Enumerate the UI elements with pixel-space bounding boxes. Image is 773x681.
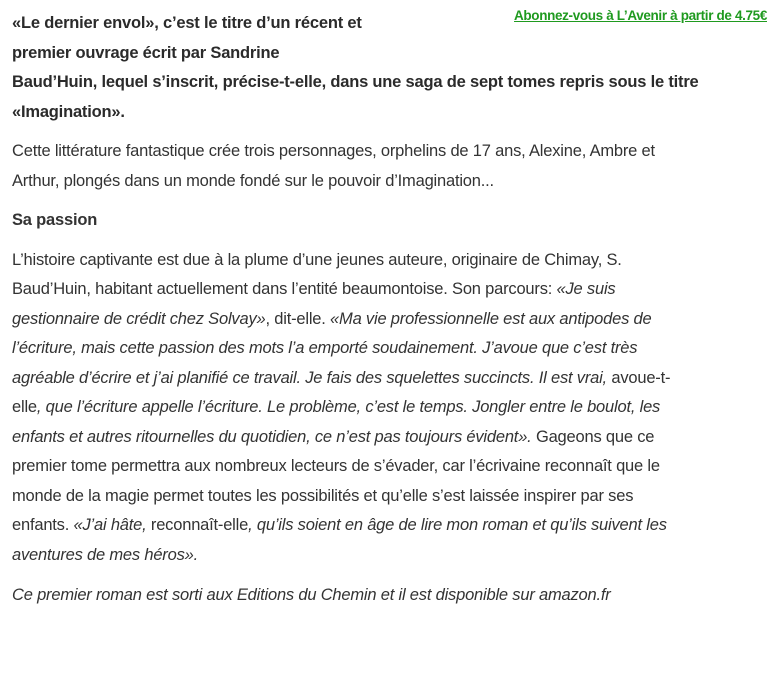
quote-run: , que l’écriture appelle l’écriture. Le problème, c’est le temps. Jongler entre le boulot, les: [36, 398, 661, 416]
section-subheading: Sa passion: [12, 211, 98, 229]
lead-line: «Le dernier envol», c’est le titre d’un récent et: [12, 14, 362, 32]
paragraph-line: Ce premier roman est sorti aux Editions du Chemin et il est disponible sur amazon.fr: [12, 586, 611, 604]
quote-run: «J’ai hâte,: [73, 516, 147, 534]
paragraph-line: [12, 364, 766, 394]
article-lead: [12, 9, 766, 127]
paragraph-passion: [12, 246, 766, 571]
paragraph-line: [12, 334, 766, 364]
text-run: reconnaît-elle: [146, 516, 249, 534]
paragraph-line: monde de la magie permet toutes les possibilités et qu’elle s’est laissée inspirer par ses: [12, 486, 634, 505]
quote-run: agréable d’écrire et j’ai planifié ce travail. Je fais des squelettes succincts. Il est vrai,: [12, 368, 607, 387]
text-run: elle: [12, 398, 37, 416]
paragraph-line: [12, 541, 766, 571]
lead-line: Baud’Huin, lequel s’inscrit, précise-t-elle, dans une saga de sept tomes repris sous le titre: [12, 73, 699, 91]
paragraph-line: [12, 423, 766, 453]
text-run: , dit-elle.: [265, 309, 331, 328]
article-body: [12, 9, 766, 611]
lead-line: premier ouvrage écrit par Sandrine: [12, 43, 280, 62]
quote-run: «Ma vie professionnelle est aux antipodes de: [330, 309, 652, 328]
quote-run: «Je suis: [556, 280, 616, 298]
text-run: avoue-t-: [606, 368, 671, 387]
paragraph-line: L’histoire captivante est due à la plume d’une jeunes auteure, originaire de Chimay, S.: [12, 250, 622, 269]
text-run: enfants.: [12, 516, 74, 534]
paragraph-intro: [12, 137, 766, 196]
quote-run: gestionnaire de crédit chez Solvay»: [12, 309, 266, 328]
paragraph-line: Arthur, plongés dans un monde fondé sur le pouvoir d’Imagination...: [12, 171, 494, 190]
quote-run: , qu’ils soient en âge de lire mon roman et qu’ils suivent les: [248, 516, 667, 534]
paragraph-line: [12, 275, 766, 305]
lead-line: «Imagination».: [12, 102, 125, 121]
quote-run: enfants et autres ritournelles du quotidien, ce n’est pas toujours évident».: [12, 427, 532, 446]
paragraph-line: Cette littérature fantastique crée trois personnages, orphelins de 17 ans, Alexine, Ambre et: [12, 142, 655, 160]
text-run: Gageons que ce: [531, 427, 655, 446]
paragraph-line: premier tome permettra aux nombreux lecteurs de s’évader, car l’écrivaine reconnaît que le: [12, 457, 660, 475]
quote-run: aventures de mes héros».: [12, 545, 198, 564]
paragraph-availability: [12, 581, 766, 611]
text-run: Baud’Huin, habitant actuellement dans l’entité beaumontoise. Son parcours:: [12, 280, 557, 298]
paragraph-line: [12, 393, 766, 423]
paragraph-line: [12, 511, 766, 541]
paragraph-line: [12, 305, 766, 335]
subscribe-link[interactable]: Abonnez-vous à L’Avenir à partir de 4.75€: [514, 8, 767, 23]
quote-run: l’écriture, mais cette passion des mots l’a emporté soudainement. J’avoue que c’est très: [12, 339, 638, 357]
